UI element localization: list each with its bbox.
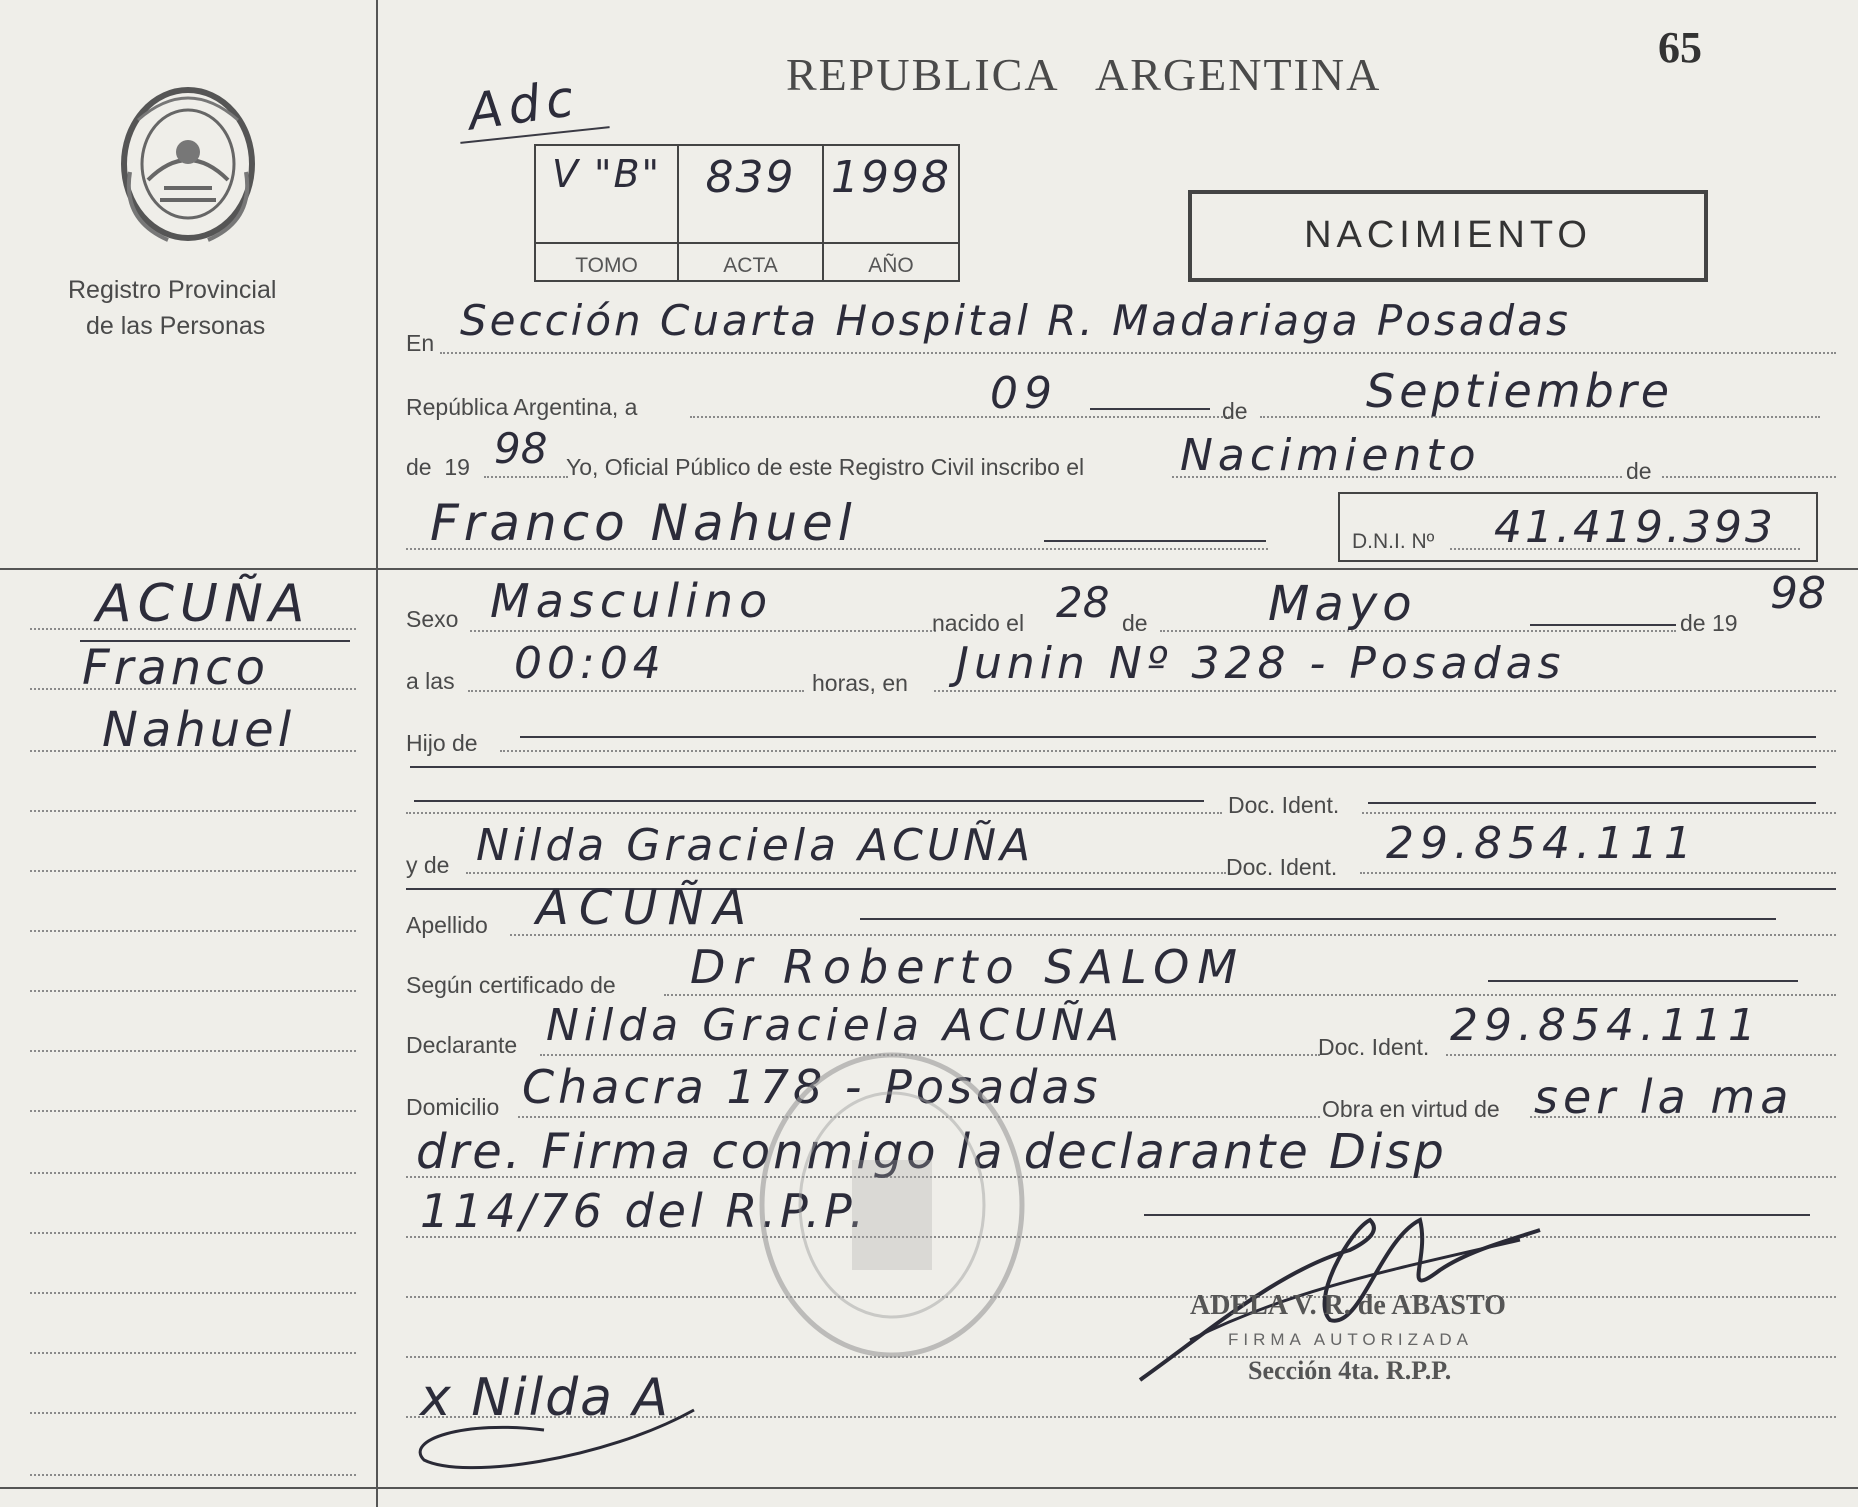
dni-label: D.N.I. Nº	[1352, 530, 1435, 553]
domicilio-label: Domicilio	[406, 1094, 500, 1120]
country-title: REPUBLICA ARGENTINA	[786, 49, 1382, 100]
handwritten-mark: Adc	[464, 68, 583, 142]
day-dash	[1090, 408, 1210, 410]
birth-month-line	[1160, 630, 1676, 632]
nacido-label: nacido el	[932, 610, 1025, 636]
month-value: Septiembre	[1366, 364, 1674, 418]
margin-line-5	[30, 870, 356, 872]
document-type-box	[1188, 190, 1708, 282]
margin-note-line3: Nahuel	[102, 702, 296, 758]
stamp-section: Sección 4ta. R.P.P.	[1248, 1356, 1452, 1385]
record-number-box	[534, 144, 960, 282]
de-label-2: de	[1626, 458, 1652, 484]
nombre-value: Franco Nahuel	[430, 494, 857, 552]
republica-label: República Argentina, a	[406, 394, 638, 420]
padre-doc-cancel-line	[1368, 802, 1816, 804]
birth-month-dash	[1530, 624, 1676, 626]
dni-box	[1338, 492, 1818, 562]
nota-line2: 114/76 del R.P.P.	[420, 1184, 868, 1238]
madre-doc-label: Doc. Ident.	[1226, 854, 1338, 880]
acta-label: ACTA	[723, 254, 778, 277]
day-value: 09	[990, 368, 1058, 419]
tomo-value: V "B"	[551, 152, 662, 196]
stamp-official-name: ADELA V. R. de ABASTO	[1190, 1290, 1506, 1321]
en-line	[440, 352, 1836, 354]
certificado-value: Dr Roberto SALOM	[690, 940, 1246, 994]
domicilio-value: Chacra 178 - Posadas	[522, 1060, 1102, 1114]
document-type-title: NACIMIENTO	[1304, 214, 1592, 256]
birth-year-prefix: de 19	[1680, 610, 1738, 636]
padre-cancel-line	[414, 800, 1204, 802]
margin-line-15	[30, 1474, 356, 1476]
margin-line-7	[30, 990, 356, 992]
declarante-doc-label: Doc. Ident.	[1318, 1034, 1430, 1060]
acta-value: 839	[705, 152, 796, 203]
declarante-label: Declarante	[406, 1032, 518, 1058]
page-number: 65	[1658, 23, 1702, 72]
margin-line-12	[30, 1292, 356, 1294]
hijo-de-label: Hijo de	[406, 730, 478, 756]
declarante-value: Nilda Graciela ACUÑA	[546, 1000, 1125, 1051]
declarant-signature: x Nilda A	[420, 1368, 671, 1428]
margin-line-6	[30, 930, 356, 932]
registry-name-line1: Registro Provincial	[68, 276, 277, 304]
certificado-dash	[1488, 980, 1798, 982]
anio-cell	[824, 146, 958, 280]
anio-label: AÑO	[868, 254, 914, 277]
horas-en-label: horas, en	[812, 670, 908, 696]
margin-note-line1: ACUÑA	[96, 574, 311, 634]
margin-note-line2: Franco	[82, 640, 269, 696]
year-prefix: de 19	[406, 454, 470, 480]
acta-cell	[679, 146, 824, 280]
section-divider-bottom	[0, 1487, 1858, 1489]
lugar-value: Junin Nº 328 - Posadas	[956, 638, 1566, 689]
tomo-label: TOMO	[575, 254, 638, 277]
declarante-doc-value: 29.854.111	[1450, 1000, 1762, 1051]
madre-doc-value: 29.854.111	[1386, 818, 1698, 869]
declarante-doc-line	[1446, 1054, 1836, 1056]
margin-line-11	[30, 1232, 356, 1234]
nota-line1: dre. Firma conmigo la declarante Disp	[416, 1124, 1447, 1180]
anio-value: 1998	[831, 152, 951, 203]
nombre-dash	[1044, 540, 1266, 542]
apellido-value: ACUÑA	[536, 880, 757, 936]
padre-line	[406, 812, 1222, 814]
stamp-official-role: FIRMA AUTORIZADA	[1228, 1330, 1473, 1349]
year-line	[484, 476, 568, 478]
sexo-value: Masculino	[490, 574, 774, 628]
section-divider-top	[0, 568, 1858, 570]
lugar-line	[934, 690, 1836, 692]
year-value: 98	[494, 424, 548, 473]
sexo-label: Sexo	[406, 606, 459, 632]
hora-value: 00:04	[514, 638, 666, 689]
birth-day: 28	[1056, 578, 1110, 627]
sexo-line	[470, 630, 936, 632]
de-label-3: de	[1122, 610, 1148, 636]
margin-line-13	[30, 1352, 356, 1354]
acto-value: Nacimiento	[1180, 430, 1481, 481]
a-las-label: a las	[406, 668, 455, 694]
apellido-label: Apellido	[406, 912, 488, 938]
record-box-divider	[536, 242, 958, 244]
madre-doc-line	[1360, 872, 1836, 874]
y-de-label: y de	[406, 852, 450, 878]
margin-line-4	[30, 810, 356, 812]
tomo-cell	[536, 146, 679, 280]
en-value: Sección Cuarta Hospital R. Madariaga Posadas	[460, 296, 1571, 345]
acto-tail-line	[1662, 476, 1836, 478]
margin-line-10	[30, 1172, 356, 1174]
registry-stamp-icon	[742, 1040, 1042, 1370]
margin-line-8	[30, 1050, 356, 1052]
inscribo-text: Yo, Oficial Público de este Registro Civil inscribo el	[566, 454, 1085, 480]
obra-label: Obra en virtud de	[1322, 1096, 1500, 1122]
hijo-de-cancel-line-2	[410, 766, 1816, 768]
registry-name-line2: de las Personas	[86, 312, 266, 340]
padre-doc-line	[1362, 812, 1836, 814]
madre-line	[466, 872, 1226, 874]
madre-value: Nilda Graciela ACUÑA	[476, 820, 1035, 871]
hora-line	[468, 690, 804, 692]
padre-doc-label: Doc. Ident.	[1228, 792, 1340, 818]
obra-value: ser la ma	[1534, 1070, 1794, 1124]
birth-year: 98	[1770, 568, 1826, 619]
apellido-dash	[860, 918, 1776, 920]
republica-line	[690, 416, 1230, 418]
de-label: de	[1222, 398, 1248, 424]
margin-line-14	[30, 1412, 356, 1414]
en-label: En	[406, 330, 435, 356]
margin-line-9	[30, 1110, 356, 1112]
declarant-signature-loop-icon	[404, 1400, 724, 1480]
left-column-divider	[376, 0, 378, 1507]
hijo-de-cancel-line-1	[520, 736, 1816, 738]
hijo-de-line	[500, 750, 1836, 752]
certificado-label: Según certificado de	[406, 972, 616, 998]
dni-value: 41.419.393	[1494, 502, 1776, 553]
certificado-line	[664, 994, 1836, 996]
provincial-seal-icon	[108, 80, 268, 250]
birth-month: Mayo	[1268, 576, 1417, 632]
